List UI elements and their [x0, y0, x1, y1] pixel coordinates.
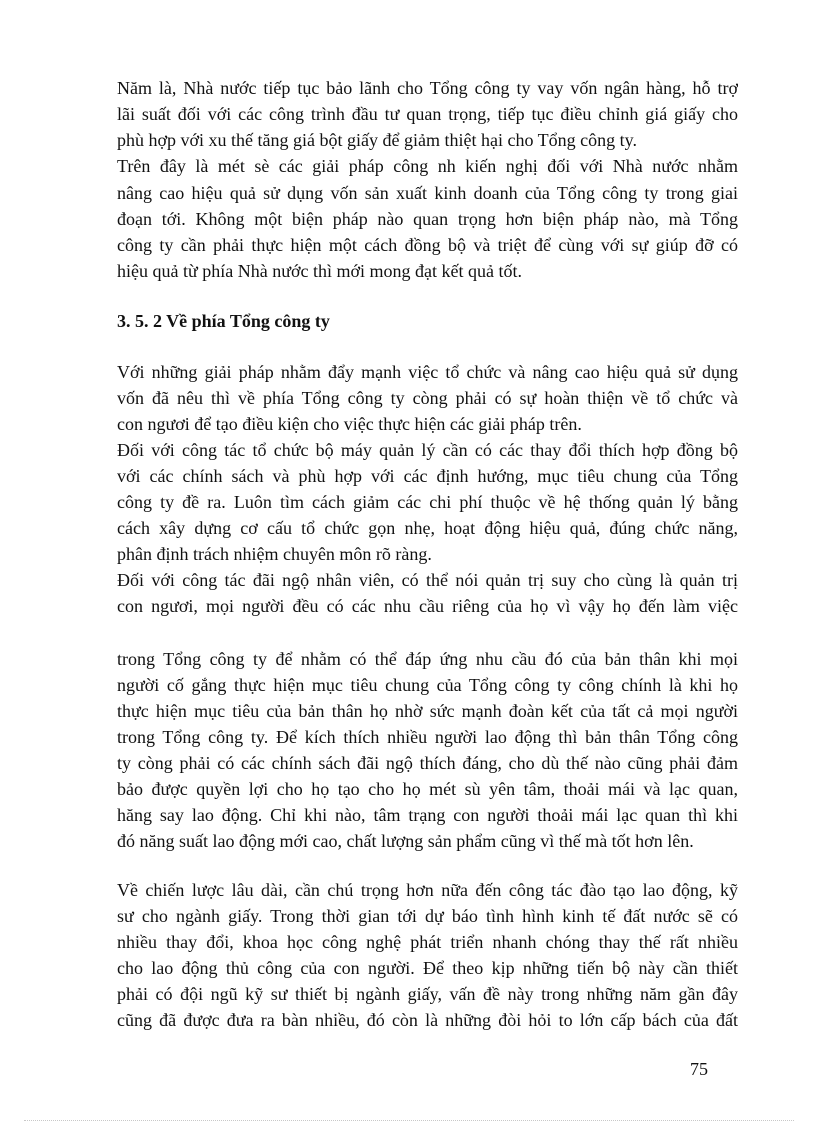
text-line: cũng đã được đưa ra bàn nhiều, đó còn là những đòi hỏi to lớn cấp bách của đất — [117, 1010, 738, 1030]
text-line: bảo được quyền lợi cho họ tạo cho họ mét sù yên tâm, thoải mái và lạc quan, — [117, 779, 738, 799]
text-line: hiệu quả từ phía Nhà nước thì mới mong đạt kết quả tốt. — [117, 261, 522, 281]
text-line: con ngươi, mọi người đều có các nhu cầu riêng của họ vì vậy họ đến làm việc — [117, 596, 738, 616]
text-line: đoạn tới. Không một biện pháp nào quan trọng hơn biện pháp nào, mà Tổng — [117, 209, 738, 229]
text-line: thực hiện mục tiêu của bản thân họ nhờ sức mạnh đoàn kết của tất cả mọi người — [117, 701, 738, 721]
text-line: cách xây dựng cơ cấu tổ chức gọn nhẹ, hoạt động hiệu quả, đúng chức năng, — [117, 518, 738, 538]
text-line: Trên đây là mét sè các giải pháp công nh kiến nghị đối với Nhà nước nhằm — [117, 156, 738, 176]
text-line: cho lao động thủ công của con người. Để theo kịp những tiến bộ này cần thiết — [117, 958, 738, 978]
section-heading: 3. 5. 2 Về phía Tổng công ty — [117, 311, 330, 331]
text-line: sư cho ngành giấy. Trong thời gian tới dự báo tình hình kinh tế đất nước sẽ có — [117, 906, 738, 926]
text-line: công ty đề ra. Luôn tìm cách giảm các chi phí thuộc về hệ thống quản lý bằng — [117, 492, 738, 512]
text-line: với các chính sách và phù hợp với các định hướng, mục tiêu chung của Tổng — [117, 466, 738, 486]
text-line: đó năng suất lao động mới cao, chất lượng sản phẩm cũng vì thế mà tốt hơn lên. — [117, 831, 694, 851]
text-line: Đối với công tác đãi ngộ nhân viên, có thể nói quản trị suy cho cùng là quản trị — [117, 570, 738, 590]
text-line: trong Tổng công ty để nhằm có thể đáp ứng nhu cầu đó của bản thân khi mọi — [117, 649, 738, 669]
text-line: phân định trách nhiệm chuyên môn rõ ràng. — [117, 544, 432, 564]
text-line: Với những giải pháp nhằm đẩy mạnh việc tổ chức và nâng cao hiệu quả sử dụng — [117, 362, 738, 382]
page-bottom-divider — [24, 1120, 794, 1121]
text-line: nhiều thay đổi, khoa học công nghệ phát triển nhanh chóng thay thế rất nhiều — [117, 932, 738, 952]
text-line: Về chiến lược lâu dài, cần chú trọng hơn nữa đến công tác đào tạo lao động, kỹ — [117, 880, 738, 900]
text-line: hăng say lao động. Chỉ khi nào, tâm trạng con người thoải mái lạc quan thì khi — [117, 805, 738, 825]
text-line: con ngươi để tạo điều kiện cho việc thực hiện các giải pháp trên. — [117, 414, 582, 434]
text-line: Đối với công tác tổ chức bộ máy quản lý cần có các thay đổi thích hợp đồng bộ — [117, 440, 738, 460]
text-line: ty còng phải có các chính sách đãi ngộ thích đáng, cho dù thế nào cũng phải đảm — [117, 753, 738, 773]
text-line: phù hợp với xu thế tăng giá bột giấy để giảm thiệt hại cho Tổng công ty. — [117, 130, 637, 150]
text-line: công ty cần phải thực hiện một cách đồng bộ và triệt để cùng với sự giúp đỡ có — [117, 235, 738, 255]
text-line: Năm là, Nhà nước tiếp tục bảo lãnh cho Tổng công ty vay vốn ngân hàng, hỗ trợ — [117, 78, 738, 98]
text-line: người cố gắng thực hiện mục tiêu chung của Tổng công ty công chính là khi họ — [117, 675, 738, 695]
text-line: trong Tổng công ty. Để kích thích nhiều người lao động thì bản thân Tổng công — [117, 727, 738, 747]
page-number: 75 — [690, 1059, 708, 1079]
text-line: lãi suất đối với các công trình đầu tư quan trọng, tiếp tục điều chỉnh giá giấy cho — [117, 104, 738, 124]
text-line: phải có đội ngũ kỹ sư thiết bị ngành giấy, vấn đề này trong những năm gần đây — [117, 984, 738, 1004]
text-line: nâng cao hiệu quả sử dụng vốn sản xuất kinh doanh của Tổng công ty trong giai — [117, 183, 738, 203]
text-line: vốn đã nêu thì về phía Tổng công ty còng phải có sự hoàn thiện về tổ chức và — [117, 388, 738, 408]
